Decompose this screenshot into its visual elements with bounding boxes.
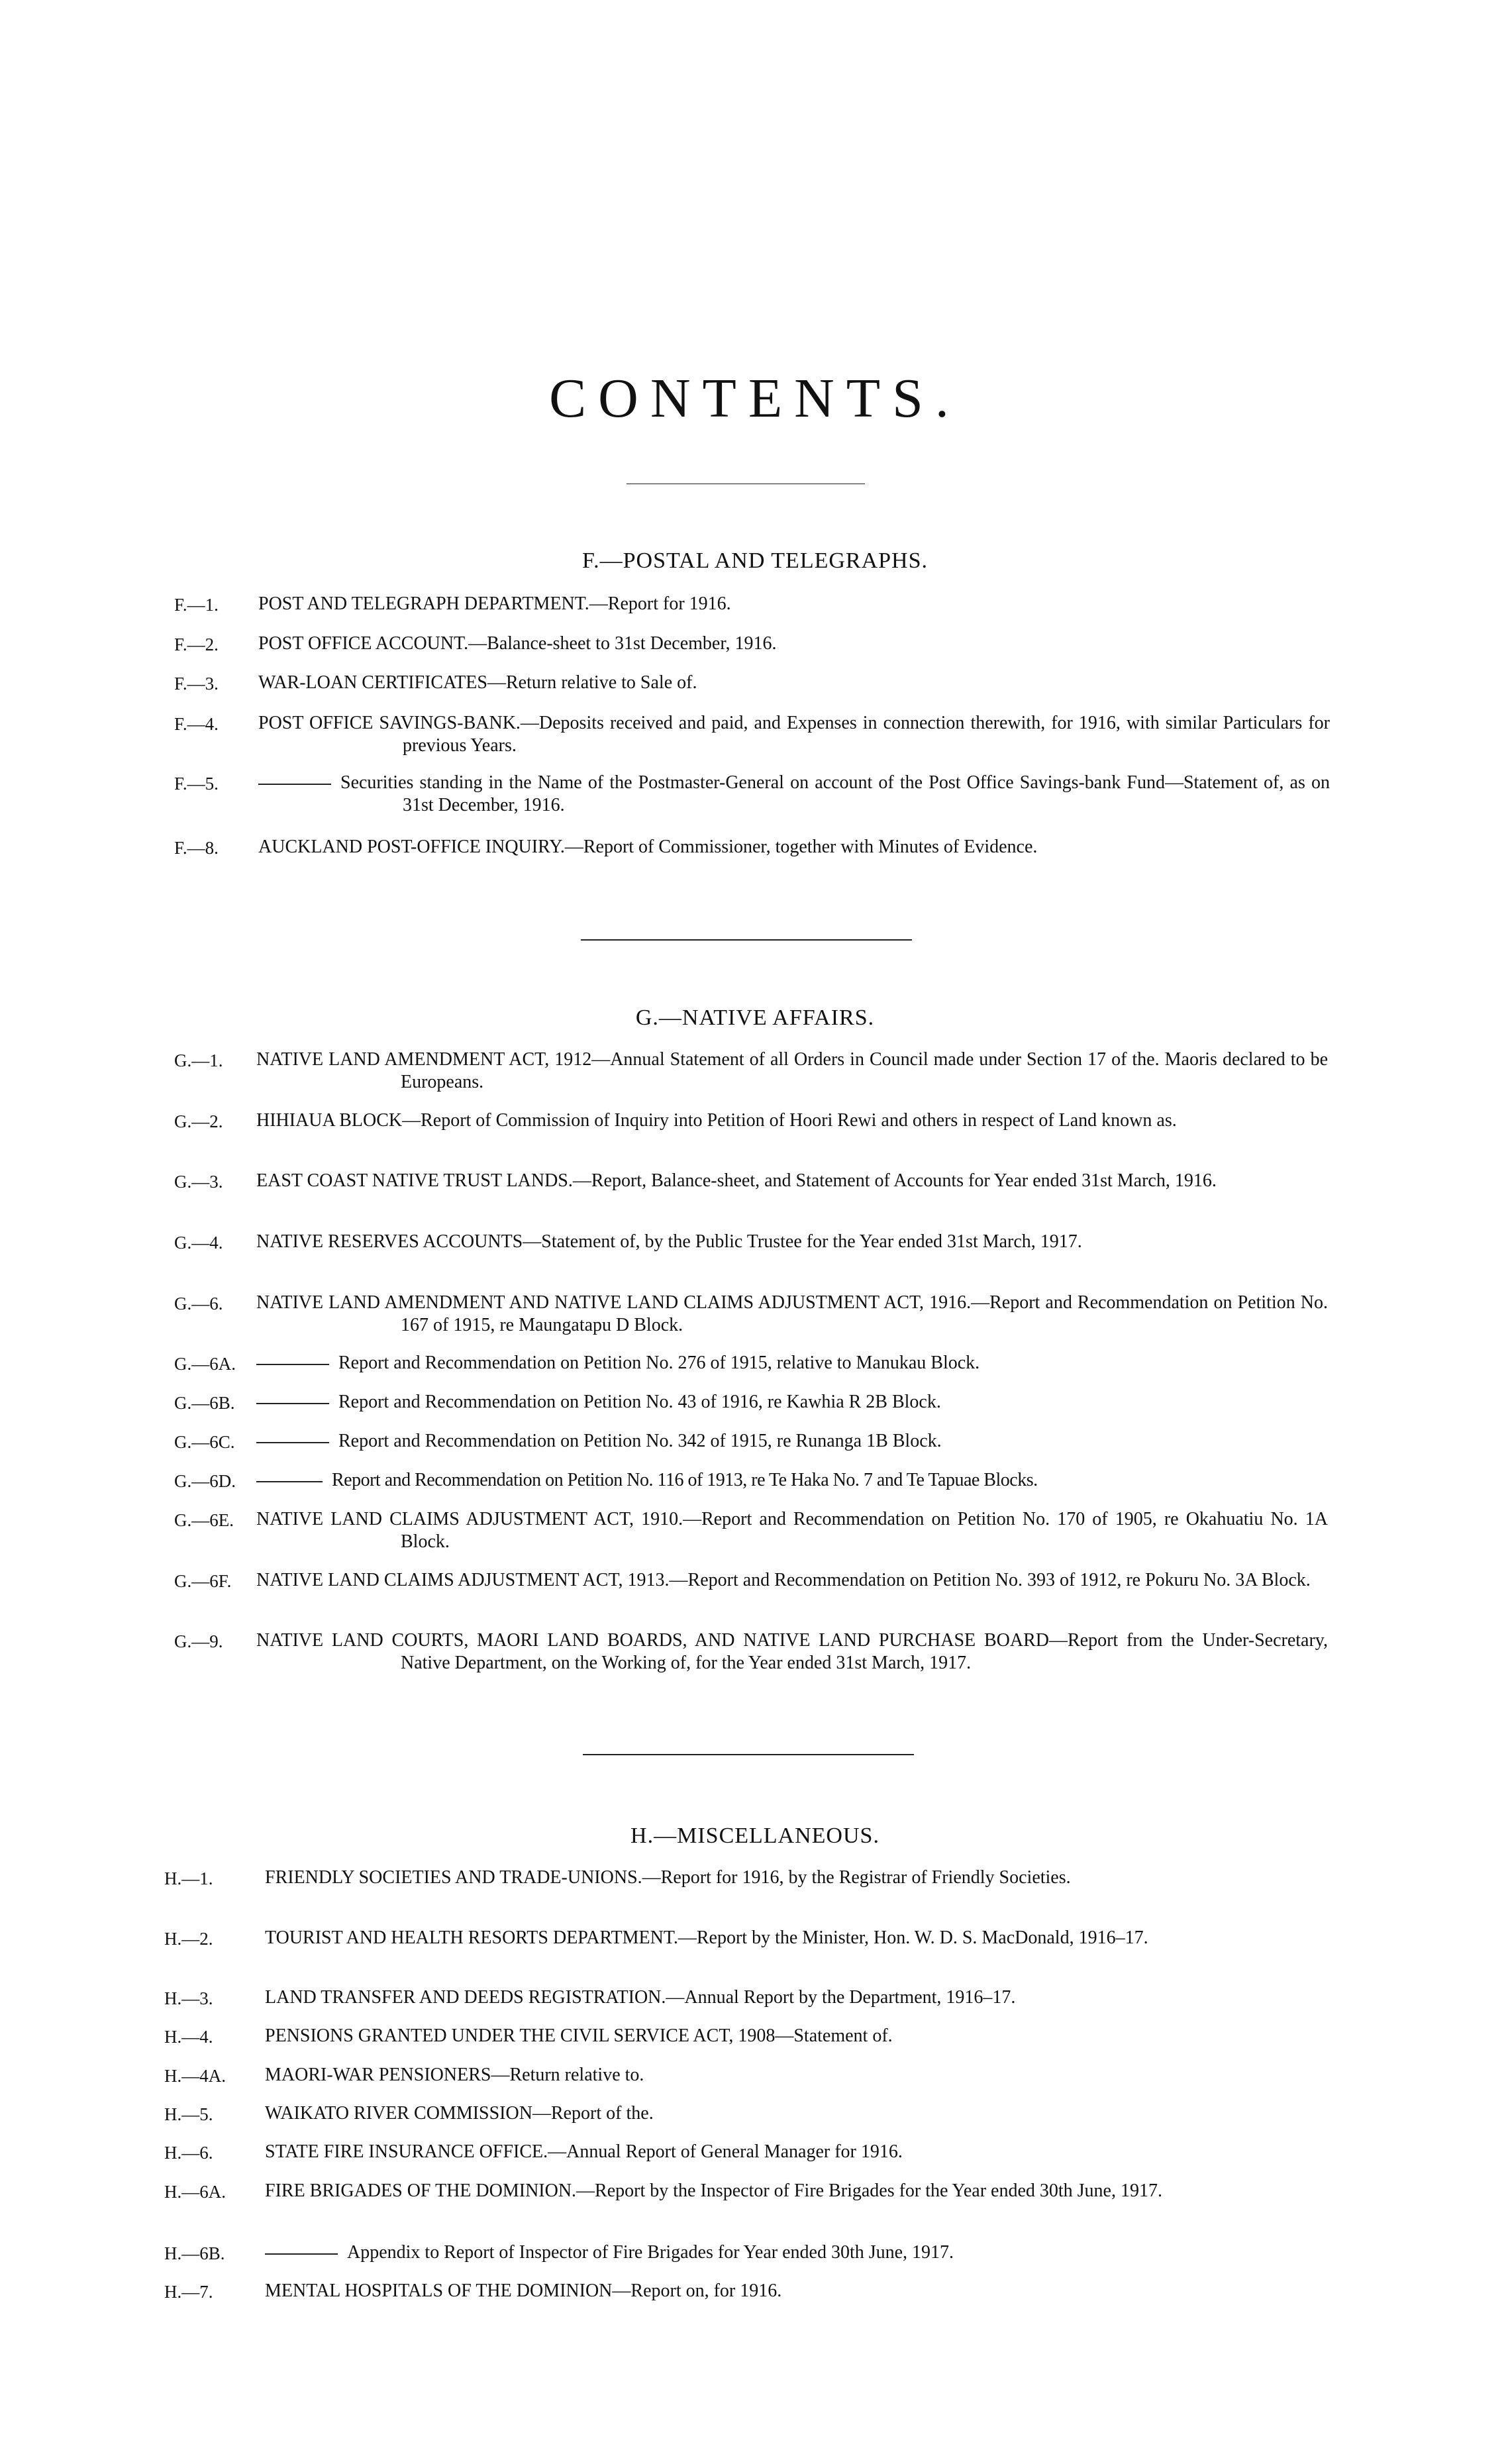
entry-code: H.—3. xyxy=(164,1988,213,2008)
entry-text: HIHIAUA BLOCK—Report of Commission of Inquiry into Petition of Hoori Rewi and others in respect of Land known as. xyxy=(256,1110,1177,1131)
entry-text-content: Appendix to Report of Inspector of Fire Brigades for Year ended 30th June, 1917. xyxy=(347,2242,954,2263)
entry-code: G.—6F. xyxy=(174,1571,232,1591)
entry-code: G.—6. xyxy=(174,1294,223,1313)
entry-text xyxy=(338,1430,1328,1453)
entry-code: H.—2. xyxy=(164,1929,213,1949)
entry-code: F.—3. xyxy=(174,674,219,693)
entry-code: G.—6E. xyxy=(174,1510,234,1530)
ditto-dash xyxy=(265,2253,338,2255)
entry-text: POST OFFICE ACCOUNT.—Balance-sheet to 31st December, 1916. xyxy=(258,633,777,654)
entry-code: F.—8. xyxy=(174,838,219,858)
entry-code: H.—5. xyxy=(164,2104,213,2124)
entry-text: NATIVE LAND AMENDMENT ACT, 1912—Annual Statement of all Orders in Council made under Section 17 of the. Maoris declared to be Europeans. xyxy=(256,1049,1328,1092)
entry-text: WAR-LOAN CERTIFICATES—Return relative to Sale of. xyxy=(258,672,697,693)
entry-code: G.—3. xyxy=(174,1172,223,1192)
entry-text: FRIENDLY SOCIETIES AND TRADE-UNIONS.—Report for 1916, by the Registrar of Friendly Societies. xyxy=(265,1867,1071,1888)
entry-text-content: Securities standing in the Name of the Postmaster-General on account of the Post Office Savings-bank Fund—Statement of, as on 31st December, 1916. xyxy=(340,772,1330,815)
entry-text: AUCKLAND POST-OFFICE INQUIRY.—Report of Commissioner, together with Minutes of Evidence. xyxy=(258,837,1038,857)
entry-text: POST AND TELEGRAPH DEPARTMENT.—Report for 1916. xyxy=(258,593,731,614)
entry-text-content: Report and Recommendation on Petition No. 116 of 1913, re Te Haka No. 7 and Te Tapuae Blocks. xyxy=(332,1470,1038,1490)
entry-code: F.—2. xyxy=(174,635,219,654)
entry-text: TOURIST AND HEALTH RESORTS DEPARTMENT.—Report by the Minister, Hon. W. D. S. MacDonald, 1916–17. xyxy=(265,1927,1148,1948)
entry-text: WAIKATO RIVER COMMISSION—Report of the. xyxy=(265,2103,654,2124)
entry-code: G.—2. xyxy=(174,1111,223,1131)
entry-text: STATE FIRE INSURANCE OFFICE.—Annual Report of General Manager for 1916. xyxy=(265,2141,903,2162)
entry-text xyxy=(332,1469,1328,1492)
entry-text xyxy=(347,2241,1327,2264)
entry-code: H.—1. xyxy=(164,1869,213,1888)
entry-code: G.—4. xyxy=(174,1233,223,1253)
entry-code: H.—4A. xyxy=(164,2066,226,2086)
ditto-dash xyxy=(258,784,331,785)
section-rule xyxy=(583,1754,914,1755)
entry-text: NATIVE LAND COURTS, MAORI LAND BOARDS, AND NATIVE LAND PURCHASE BOARD—Report from the Under-Secretary, Native Department, on the Working of, for the Year ended 31st March, 1917. xyxy=(256,1630,1328,1673)
entry-code: H.—6B. xyxy=(164,2243,225,2263)
entry-text: FIRE BRIGADES OF THE DOMINION.—Report by the Inspector of Fire Brigades for the Year ended 30th June, 1917. xyxy=(265,2181,1162,2201)
entry-code: F.—1. xyxy=(174,595,219,615)
entry-text-content: Report and Recommendation on Petition No. 342 of 1915, re Runanga 1B Block. xyxy=(338,1431,942,1451)
entry-text: EAST COAST NATIVE TRUST LANDS.—Report, Balance-sheet, and Statement of Accounts for Year ended 31st March, 1916. xyxy=(256,1170,1217,1191)
entry-code: G.—9. xyxy=(174,1631,223,1651)
section-heading-f: F.—POSTAL AND TELEGRAPHS. xyxy=(581,548,929,573)
entry-text: NATIVE RESERVES ACCOUNTS—Statement of, by the Public Trustee for the Year ended 31st March, 1917. xyxy=(256,1231,1082,1252)
entry-text-content: Report and Recommendation on Petition No. 276 of 1915, relative to Manukau Block. xyxy=(338,1353,980,1373)
entry-code: G.—1. xyxy=(174,1051,223,1070)
entry-code: G.—6A. xyxy=(174,1354,236,1374)
section-heading-h: H.—MISCELLANEOUS. xyxy=(630,1823,880,1848)
entry-text: PENSIONS GRANTED UNDER THE CIVIL SERVICE ACT, 1908—Statement of. xyxy=(265,2026,893,2046)
entry-code: H.—7. xyxy=(164,2282,213,2302)
ditto-dash xyxy=(256,1481,323,1482)
entry-text: LAND TRANSFER AND DEEDS REGISTRATION.—Annual Report by the Department, 1916–17. xyxy=(265,1987,1016,2008)
entry-text xyxy=(338,1352,1328,1374)
entry-code: G.—6C. xyxy=(174,1432,235,1452)
section-heading-g: G.—NATIVE AFFAIRS. xyxy=(635,1005,875,1030)
entry-text: NATIVE LAND CLAIMS ADJUSTMENT ACT, 1910.—Report and Recommendation on Petition No. 170 of 1905, re Okahuatiu No. 1A Block. xyxy=(256,1509,1328,1552)
entry-text: NATIVE LAND CLAIMS ADJUSTMENT ACT, 1913.—Report and Recommendation on Petition No. 393 of 1912, re Pokuru No. 3A Block. xyxy=(256,1570,1311,1590)
entry-code: F.—5. xyxy=(174,774,219,794)
section-rule xyxy=(581,939,912,941)
ditto-dash xyxy=(256,1403,329,1404)
entry-code: F.—4. xyxy=(174,714,219,734)
entry-text-content: Report and Recommendation on Petition No. 43 of 1916, re Kawhia R 2B Block. xyxy=(338,1392,941,1412)
entry-text: NATIVE LAND AMENDMENT AND NATIVE LAND CLAIMS ADJUSTMENT ACT, 1916.—Report and Recommendation on Petition No. 167 of 1915, re Maungatapu D Block. xyxy=(256,1292,1328,1335)
entry-code: G.—6D. xyxy=(174,1471,236,1491)
entry-code: H.—6. xyxy=(164,2143,213,2163)
entry-code: H.—4. xyxy=(164,2027,213,2047)
entry-text: MENTAL HOSPITALS OF THE DOMINION—Report on, for 1916. xyxy=(265,2281,782,2301)
entry-text: MAORI-WAR PENSIONERS—Return relative to. xyxy=(265,2065,644,2085)
entry-text xyxy=(340,772,1330,817)
ditto-dash xyxy=(256,1364,329,1365)
page-title: CONTENTS. xyxy=(549,368,961,429)
entry-text xyxy=(338,1391,1328,1413)
entry-code: G.—6B. xyxy=(174,1393,235,1413)
entry-text: POST OFFICE SAVINGS-BANK.—Deposits received and paid, and Expenses in connection therewith, for 1916, with similar Particulars for previous Years. xyxy=(258,713,1330,756)
ditto-dash xyxy=(256,1442,329,1443)
entry-code: H.—6A. xyxy=(164,2182,226,2202)
